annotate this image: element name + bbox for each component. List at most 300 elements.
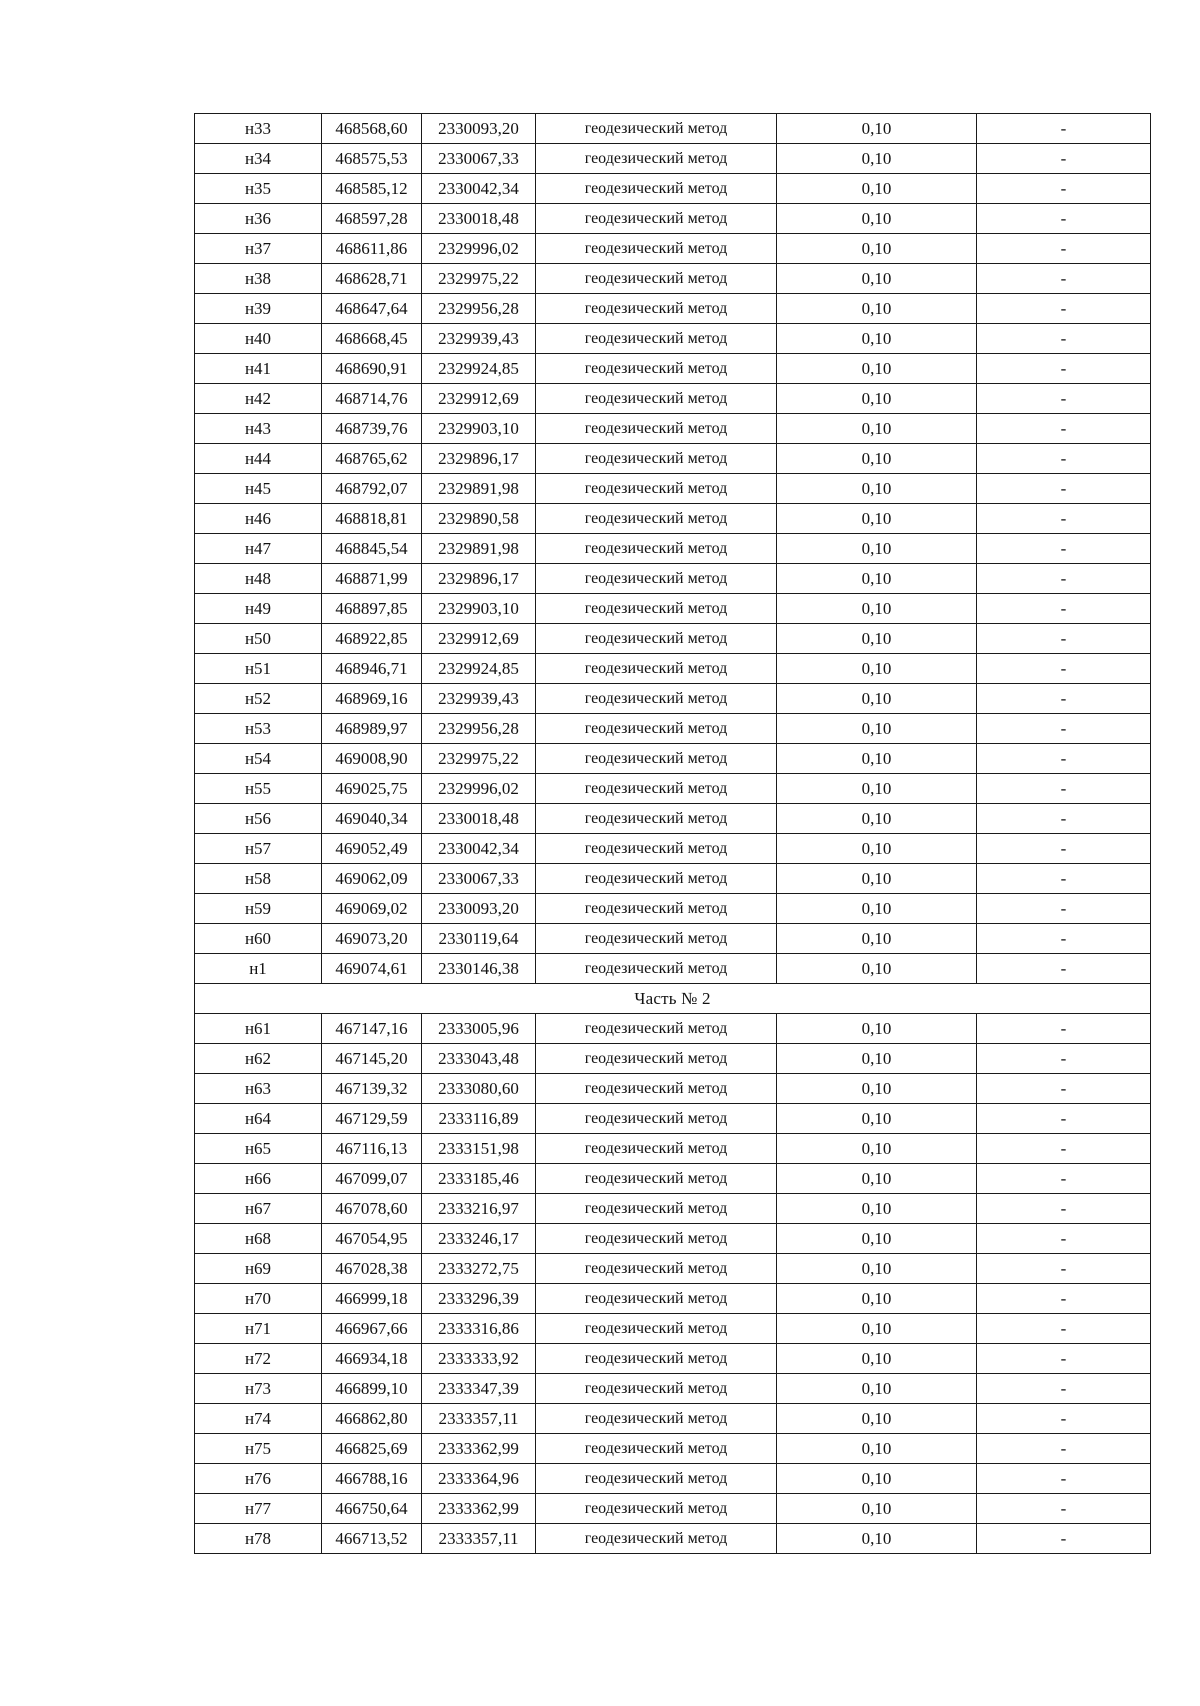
point-name-cell: н42 — [195, 384, 322, 414]
accuracy-cell: 0,10 — [777, 624, 977, 654]
x-coordinate-cell: 467145,20 — [322, 1044, 422, 1074]
description-cell: - — [977, 834, 1151, 864]
table-row — [195, 714, 1151, 744]
point-name-cell: н64 — [195, 1104, 322, 1134]
x-coordinate-cell: 466899,10 — [322, 1374, 422, 1404]
accuracy-cell: 0,10 — [777, 1284, 977, 1314]
point-name-cell: н50 — [195, 624, 322, 654]
description-cell: - — [977, 1314, 1151, 1344]
description-cell: - — [977, 354, 1151, 384]
y-coordinate-cell: 2333316,86 — [422, 1314, 536, 1344]
y-coordinate-cell: 2330042,34 — [422, 174, 536, 204]
y-coordinate-cell: 2333272,75 — [422, 1254, 536, 1284]
part1-rows — [195, 114, 1151, 984]
x-coordinate-cell: 468714,76 — [322, 384, 422, 414]
method-cell: геодезический метод — [536, 414, 777, 444]
x-coordinate-cell: 466999,18 — [322, 1284, 422, 1314]
accuracy-cell: 0,10 — [777, 714, 977, 744]
point-name-cell: н73 — [195, 1374, 322, 1404]
x-coordinate-cell: 468871,99 — [322, 564, 422, 594]
table-row — [195, 1314, 1151, 1344]
table-row — [195, 1284, 1151, 1314]
y-coordinate-cell: 2333333,92 — [422, 1344, 536, 1374]
point-name-cell: н60 — [195, 924, 322, 954]
method-cell: геодезический метод — [536, 1224, 777, 1254]
method-cell: геодезический метод — [536, 1524, 777, 1554]
method-cell: геодезический метод — [536, 204, 777, 234]
y-coordinate-cell: 2333357,11 — [422, 1524, 536, 1554]
accuracy-cell: 0,10 — [777, 294, 977, 324]
y-coordinate-cell: 2333246,17 — [422, 1224, 536, 1254]
y-coordinate-cell: 2330119,64 — [422, 924, 536, 954]
y-coordinate-cell: 2333362,99 — [422, 1434, 536, 1464]
table-row — [195, 564, 1151, 594]
description-cell: - — [977, 114, 1151, 144]
table-row — [195, 744, 1151, 774]
x-coordinate-cell: 468946,71 — [322, 654, 422, 684]
table-row — [195, 1194, 1151, 1224]
accuracy-cell: 0,10 — [777, 384, 977, 414]
accuracy-cell: 0,10 — [777, 834, 977, 864]
x-coordinate-cell: 467054,95 — [322, 1224, 422, 1254]
description-cell: - — [977, 564, 1151, 594]
table-row — [195, 1104, 1151, 1134]
point-name-cell: н70 — [195, 1284, 322, 1314]
x-coordinate-cell: 468765,62 — [322, 444, 422, 474]
method-cell: геодезический метод — [536, 174, 777, 204]
description-cell: - — [977, 144, 1151, 174]
x-coordinate-cell: 468690,91 — [322, 354, 422, 384]
x-coordinate-cell: 468922,85 — [322, 624, 422, 654]
point-name-cell: н38 — [195, 264, 322, 294]
table-row — [195, 264, 1151, 294]
description-cell: - — [977, 804, 1151, 834]
table-row — [195, 954, 1151, 984]
description-cell: - — [977, 474, 1151, 504]
table-row — [195, 1434, 1151, 1464]
point-name-cell: н59 — [195, 894, 322, 924]
y-coordinate-cell: 2329939,43 — [422, 324, 536, 354]
accuracy-cell: 0,10 — [777, 264, 977, 294]
point-name-cell: н57 — [195, 834, 322, 864]
point-name-cell: н66 — [195, 1164, 322, 1194]
table-row — [195, 834, 1151, 864]
y-coordinate-cell: 2333043,48 — [422, 1044, 536, 1074]
x-coordinate-cell: 467078,60 — [322, 1194, 422, 1224]
description-cell: - — [977, 1524, 1151, 1554]
method-cell: геодезический метод — [536, 474, 777, 504]
x-coordinate-cell: 466934,18 — [322, 1344, 422, 1374]
accuracy-cell: 0,10 — [777, 444, 977, 474]
y-coordinate-cell: 2329956,28 — [422, 714, 536, 744]
x-coordinate-cell: 468792,07 — [322, 474, 422, 504]
method-cell: геодезический метод — [536, 294, 777, 324]
accuracy-cell: 0,10 — [777, 954, 977, 984]
description-cell: - — [977, 1464, 1151, 1494]
table-row — [195, 1014, 1151, 1044]
accuracy-cell: 0,10 — [777, 114, 977, 144]
y-coordinate-cell: 2329939,43 — [422, 684, 536, 714]
point-name-cell: н46 — [195, 504, 322, 534]
x-coordinate-cell: 468568,60 — [322, 114, 422, 144]
y-coordinate-cell: 2329896,17 — [422, 444, 536, 474]
table-row — [195, 204, 1151, 234]
method-cell: геодезический метод — [536, 354, 777, 384]
x-coordinate-cell: 469062,09 — [322, 864, 422, 894]
description-cell: - — [977, 954, 1151, 984]
method-cell: геодезический метод — [536, 864, 777, 894]
y-coordinate-cell: 2329996,02 — [422, 774, 536, 804]
method-cell: геодезический метод — [536, 1134, 777, 1164]
accuracy-cell: 0,10 — [777, 1344, 977, 1374]
accuracy-cell: 0,10 — [777, 1044, 977, 1074]
method-cell: геодезический метод — [536, 144, 777, 174]
accuracy-cell: 0,10 — [777, 1014, 977, 1044]
description-cell: - — [977, 654, 1151, 684]
description-cell: - — [977, 1434, 1151, 1464]
table-row — [195, 684, 1151, 714]
x-coordinate-cell: 469069,02 — [322, 894, 422, 924]
x-coordinate-cell: 469073,20 — [322, 924, 422, 954]
method-cell: геодезический метод — [536, 324, 777, 354]
x-coordinate-cell: 467028,38 — [322, 1254, 422, 1284]
y-coordinate-cell: 2329924,85 — [422, 354, 536, 384]
x-coordinate-cell: 469074,61 — [322, 954, 422, 984]
table-row — [195, 354, 1151, 384]
y-coordinate-cell: 2329975,22 — [422, 264, 536, 294]
table-row — [195, 324, 1151, 354]
method-cell: геодезический метод — [536, 1494, 777, 1524]
method-cell: геодезический метод — [536, 1194, 777, 1224]
point-name-cell: н37 — [195, 234, 322, 264]
method-cell: геодезический метод — [536, 894, 777, 924]
point-name-cell: н58 — [195, 864, 322, 894]
table-row — [195, 294, 1151, 324]
method-cell: геодезический метод — [536, 714, 777, 744]
point-name-cell: н76 — [195, 1464, 322, 1494]
x-coordinate-cell: 466862,80 — [322, 1404, 422, 1434]
description-cell: - — [977, 414, 1151, 444]
y-coordinate-cell: 2330018,48 — [422, 804, 536, 834]
description-cell: - — [977, 1344, 1151, 1374]
y-coordinate-cell: 2330067,33 — [422, 864, 536, 894]
x-coordinate-cell: 468611,86 — [322, 234, 422, 264]
point-name-cell: н78 — [195, 1524, 322, 1554]
x-coordinate-cell: 468597,28 — [322, 204, 422, 234]
accuracy-cell: 0,10 — [777, 1104, 977, 1134]
table-row — [195, 174, 1151, 204]
section-row — [195, 984, 1151, 1014]
accuracy-cell: 0,10 — [777, 1464, 977, 1494]
description-cell: - — [977, 1074, 1151, 1104]
accuracy-cell: 0,10 — [777, 354, 977, 384]
table-row — [195, 534, 1151, 564]
method-cell: геодезический метод — [536, 1404, 777, 1434]
point-name-cell: н74 — [195, 1404, 322, 1434]
method-cell: геодезический метод — [536, 1314, 777, 1344]
table-row — [195, 654, 1151, 684]
table-row — [195, 114, 1151, 144]
point-name-cell: н39 — [195, 294, 322, 324]
accuracy-cell: 0,10 — [777, 1434, 977, 1464]
accuracy-cell: 0,10 — [777, 1404, 977, 1434]
description-cell: - — [977, 1254, 1151, 1284]
x-coordinate-cell: 467099,07 — [322, 1164, 422, 1194]
y-coordinate-cell: 2329896,17 — [422, 564, 536, 594]
x-coordinate-cell: 468575,53 — [322, 144, 422, 174]
y-coordinate-cell: 2329912,69 — [422, 384, 536, 414]
y-coordinate-cell: 2330042,34 — [422, 834, 536, 864]
point-name-cell: н56 — [195, 804, 322, 834]
description-cell: - — [977, 1404, 1151, 1434]
x-coordinate-cell: 466825,69 — [322, 1434, 422, 1464]
description-cell: - — [977, 294, 1151, 324]
method-cell: геодезический метод — [536, 804, 777, 834]
y-coordinate-cell: 2330018,48 — [422, 204, 536, 234]
method-cell: геодезический метод — [536, 1074, 777, 1104]
table-row — [195, 414, 1151, 444]
method-cell: геодезический метод — [536, 504, 777, 534]
x-coordinate-cell: 466750,64 — [322, 1494, 422, 1524]
description-cell: - — [977, 1104, 1151, 1134]
table-row — [195, 1464, 1151, 1494]
point-name-cell: н53 — [195, 714, 322, 744]
description-cell: - — [977, 174, 1151, 204]
description-cell: - — [977, 504, 1151, 534]
y-coordinate-cell: 2329956,28 — [422, 294, 536, 324]
accuracy-cell: 0,10 — [777, 1224, 977, 1254]
point-name-cell: н61 — [195, 1014, 322, 1044]
point-name-cell: н48 — [195, 564, 322, 594]
point-name-cell: н43 — [195, 414, 322, 444]
accuracy-cell: 0,10 — [777, 324, 977, 354]
method-cell: геодезический метод — [536, 384, 777, 414]
method-cell: геодезический метод — [536, 1464, 777, 1494]
table-row — [195, 1494, 1151, 1524]
table-row — [195, 444, 1151, 474]
method-cell: геодезический метод — [536, 1344, 777, 1374]
point-name-cell: н54 — [195, 744, 322, 774]
description-cell: - — [977, 1374, 1151, 1404]
description-cell: - — [977, 234, 1151, 264]
point-name-cell: н71 — [195, 1314, 322, 1344]
x-coordinate-cell: 469008,90 — [322, 744, 422, 774]
point-name-cell: н67 — [195, 1194, 322, 1224]
point-name-cell: н44 — [195, 444, 322, 474]
x-coordinate-cell: 468668,45 — [322, 324, 422, 354]
point-name-cell: н51 — [195, 654, 322, 684]
x-coordinate-cell: 468739,76 — [322, 414, 422, 444]
description-cell: - — [977, 1164, 1151, 1194]
x-coordinate-cell: 469052,49 — [322, 834, 422, 864]
point-name-cell: н62 — [195, 1044, 322, 1074]
y-coordinate-cell: 2333362,99 — [422, 1494, 536, 1524]
x-coordinate-cell: 469040,34 — [322, 804, 422, 834]
y-coordinate-cell: 2329903,10 — [422, 594, 536, 624]
point-name-cell: н52 — [195, 684, 322, 714]
section-title: Часть № 2 — [195, 984, 1151, 1014]
accuracy-cell: 0,10 — [777, 864, 977, 894]
y-coordinate-cell: 2333080,60 — [422, 1074, 536, 1104]
point-name-cell: н49 — [195, 594, 322, 624]
accuracy-cell: 0,10 — [777, 924, 977, 954]
description-cell: - — [977, 1494, 1151, 1524]
x-coordinate-cell: 467116,13 — [322, 1134, 422, 1164]
method-cell: геодезический метод — [536, 1434, 777, 1464]
coordinates-table — [194, 113, 1151, 1554]
y-coordinate-cell: 2333005,96 — [422, 1014, 536, 1044]
accuracy-cell: 0,10 — [777, 1374, 977, 1404]
table-row — [195, 234, 1151, 264]
accuracy-cell: 0,10 — [777, 564, 977, 594]
x-coordinate-cell: 468628,71 — [322, 264, 422, 294]
method-cell: геодезический метод — [536, 774, 777, 804]
x-coordinate-cell: 468845,54 — [322, 534, 422, 564]
point-name-cell: н36 — [195, 204, 322, 234]
table-row — [195, 774, 1151, 804]
accuracy-cell: 0,10 — [777, 204, 977, 234]
point-name-cell: н35 — [195, 174, 322, 204]
method-cell: геодезический метод — [536, 1164, 777, 1194]
y-coordinate-cell: 2333296,39 — [422, 1284, 536, 1314]
description-cell: - — [977, 324, 1151, 354]
y-coordinate-cell: 2333151,98 — [422, 1134, 536, 1164]
method-cell: геодезический метод — [536, 444, 777, 474]
y-coordinate-cell: 2329891,98 — [422, 534, 536, 564]
x-coordinate-cell: 468818,81 — [322, 504, 422, 534]
section-header — [195, 984, 1151, 1014]
y-coordinate-cell: 2330146,38 — [422, 954, 536, 984]
accuracy-cell: 0,10 — [777, 1314, 977, 1344]
point-name-cell: н45 — [195, 474, 322, 504]
point-name-cell: н40 — [195, 324, 322, 354]
table-row — [195, 384, 1151, 414]
method-cell: геодезический метод — [536, 1284, 777, 1314]
x-coordinate-cell: 467129,59 — [322, 1104, 422, 1134]
method-cell: геодезический метод — [536, 1254, 777, 1284]
accuracy-cell: 0,10 — [777, 1254, 977, 1284]
point-name-cell: н1 — [195, 954, 322, 984]
method-cell: геодезический метод — [536, 1104, 777, 1134]
method-cell: геодезический метод — [536, 744, 777, 774]
y-coordinate-cell: 2330067,33 — [422, 144, 536, 174]
point-name-cell: н68 — [195, 1224, 322, 1254]
y-coordinate-cell: 2329996,02 — [422, 234, 536, 264]
accuracy-cell: 0,10 — [777, 1164, 977, 1194]
point-name-cell: н72 — [195, 1344, 322, 1374]
table-row — [195, 144, 1151, 174]
method-cell: геодезический метод — [536, 114, 777, 144]
x-coordinate-cell: 468897,85 — [322, 594, 422, 624]
point-name-cell: н77 — [195, 1494, 322, 1524]
description-cell: - — [977, 714, 1151, 744]
y-coordinate-cell: 2333364,96 — [422, 1464, 536, 1494]
accuracy-cell: 0,10 — [777, 234, 977, 264]
table-row — [195, 1044, 1151, 1074]
table-row — [195, 1074, 1151, 1104]
accuracy-cell: 0,10 — [777, 414, 977, 444]
x-coordinate-cell: 467139,32 — [322, 1074, 422, 1104]
point-name-cell: н34 — [195, 144, 322, 174]
accuracy-cell: 0,10 — [777, 144, 977, 174]
table-row — [195, 1134, 1151, 1164]
accuracy-cell: 0,10 — [777, 744, 977, 774]
y-coordinate-cell: 2333185,46 — [422, 1164, 536, 1194]
accuracy-cell: 0,10 — [777, 1194, 977, 1224]
description-cell: - — [977, 864, 1151, 894]
description-cell: - — [977, 894, 1151, 924]
accuracy-cell: 0,10 — [777, 504, 977, 534]
accuracy-cell: 0,10 — [777, 594, 977, 624]
table-row — [195, 1164, 1151, 1194]
y-coordinate-cell: 2333116,89 — [422, 1104, 536, 1134]
description-cell: - — [977, 534, 1151, 564]
y-coordinate-cell: 2329975,22 — [422, 744, 536, 774]
method-cell: геодезический метод — [536, 594, 777, 624]
method-cell: геодезический метод — [536, 564, 777, 594]
accuracy-cell: 0,10 — [777, 1524, 977, 1554]
accuracy-cell: 0,10 — [777, 534, 977, 564]
table-row — [195, 924, 1151, 954]
accuracy-cell: 0,10 — [777, 684, 977, 714]
table-row — [195, 474, 1151, 504]
method-cell: геодезический метод — [536, 684, 777, 714]
description-cell: - — [977, 1284, 1151, 1314]
table-row — [195, 894, 1151, 924]
point-name-cell: н63 — [195, 1074, 322, 1104]
x-coordinate-cell: 469025,75 — [322, 774, 422, 804]
y-coordinate-cell: 2329890,58 — [422, 504, 536, 534]
y-coordinate-cell: 2329903,10 — [422, 414, 536, 444]
method-cell: геодезический метод — [536, 234, 777, 264]
y-coordinate-cell: 2329891,98 — [422, 474, 536, 504]
point-name-cell: н65 — [195, 1134, 322, 1164]
y-coordinate-cell: 2329912,69 — [422, 624, 536, 654]
y-coordinate-cell: 2333357,11 — [422, 1404, 536, 1434]
method-cell: геодезический метод — [536, 924, 777, 954]
table-row — [195, 1344, 1151, 1374]
point-name-cell: н41 — [195, 354, 322, 384]
description-cell: - — [977, 774, 1151, 804]
description-cell: - — [977, 1224, 1151, 1254]
method-cell: геодезический метод — [536, 1044, 777, 1074]
description-cell: - — [977, 444, 1151, 474]
x-coordinate-cell: 466967,66 — [322, 1314, 422, 1344]
description-cell: - — [977, 594, 1151, 624]
point-name-cell: н33 — [195, 114, 322, 144]
method-cell: геодезический метод — [536, 534, 777, 564]
description-cell: - — [977, 204, 1151, 234]
x-coordinate-cell: 468969,16 — [322, 684, 422, 714]
y-coordinate-cell: 2329924,85 — [422, 654, 536, 684]
description-cell: - — [977, 1014, 1151, 1044]
accuracy-cell: 0,10 — [777, 804, 977, 834]
method-cell: геодезический метод — [536, 264, 777, 294]
x-coordinate-cell: 468989,97 — [322, 714, 422, 744]
method-cell: геодезический метод — [536, 954, 777, 984]
description-cell: - — [977, 264, 1151, 294]
point-name-cell: н55 — [195, 774, 322, 804]
accuracy-cell: 0,10 — [777, 174, 977, 204]
table-row — [195, 1374, 1151, 1404]
table-row — [195, 1254, 1151, 1284]
x-coordinate-cell: 466713,52 — [322, 1524, 422, 1554]
table-row — [195, 594, 1151, 624]
description-cell: - — [977, 1044, 1151, 1074]
method-cell: геодезический метод — [536, 1374, 777, 1404]
description-cell: - — [977, 744, 1151, 774]
method-cell: геодезический метод — [536, 834, 777, 864]
